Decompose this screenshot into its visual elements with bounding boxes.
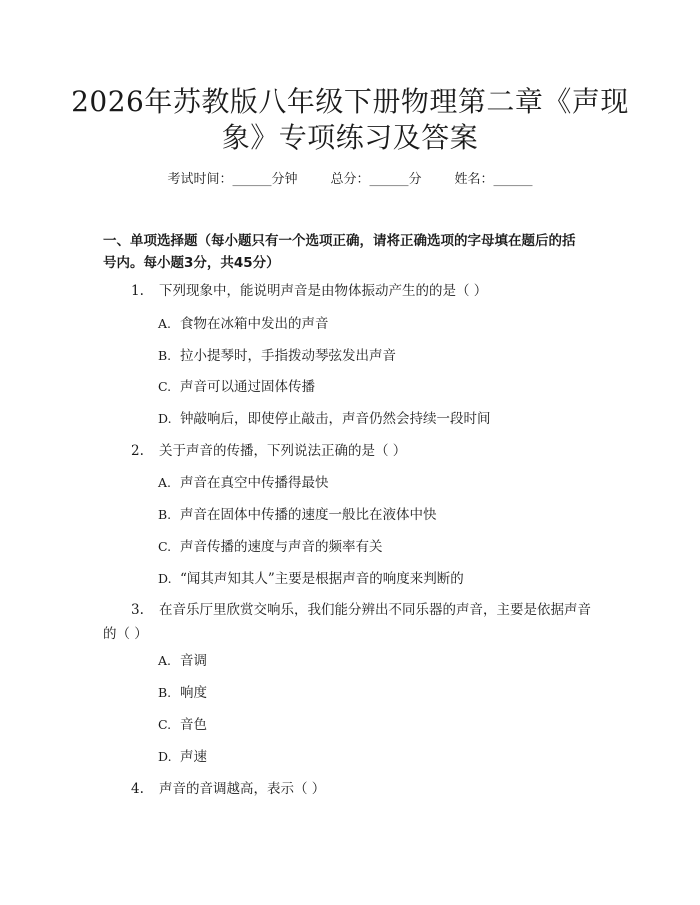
question-2 bbox=[131, 440, 406, 462]
question-number: 2. bbox=[131, 443, 144, 459]
option-text: 响度 bbox=[180, 685, 207, 701]
option-text: 拉小提琴时，手指拨动琴弦发出声音 bbox=[180, 348, 396, 364]
option-3c bbox=[158, 714, 207, 736]
option-1b bbox=[158, 345, 396, 367]
option-letter: D. bbox=[158, 411, 172, 426]
option-2a bbox=[158, 472, 329, 494]
option-text: 钟敲响后，即使停止敲击，声音仍然会持续一段时间 bbox=[180, 411, 491, 427]
option-3b bbox=[158, 682, 207, 704]
option-letter: D. bbox=[158, 749, 172, 764]
document-title-line-1: 2026年苏教版八年级下册物理第二章《声现 bbox=[71, 85, 629, 118]
option-text: 声速 bbox=[180, 749, 207, 765]
question-text: 声音的音调越高，表示（ ） bbox=[159, 781, 326, 797]
option-1c bbox=[158, 376, 315, 398]
question-number: 1. bbox=[131, 283, 144, 299]
option-letter: A. bbox=[158, 653, 172, 668]
option-2b bbox=[158, 504, 437, 526]
option-letter: B. bbox=[158, 348, 172, 363]
option-letter: C. bbox=[158, 717, 172, 732]
exam-info-line: 考试时间：______分钟 总分：______分 姓名：______ bbox=[167, 172, 533, 187]
option-letter: A. bbox=[158, 475, 172, 490]
option-letter: B. bbox=[158, 685, 172, 700]
option-2c bbox=[158, 536, 383, 558]
option-3d bbox=[158, 746, 207, 768]
option-text: 声音在真空中传播得最快 bbox=[180, 475, 329, 491]
option-1d bbox=[158, 408, 491, 430]
question-text-line-1: 在音乐厅里欣赏交响乐，我们能分辨出不同乐器的声音，主要是依据声音 bbox=[159, 602, 591, 618]
section-heading-line-2: 号内。每小题3分，共45分） bbox=[103, 255, 280, 271]
question-text: 下列现象中，能说明声音是由物体振动产生的的是（ ） bbox=[159, 283, 488, 299]
option-text: 食物在冰箱中发出的声音 bbox=[180, 316, 329, 332]
option-letter: C. bbox=[158, 539, 172, 554]
option-letter: A. bbox=[158, 316, 172, 331]
question-3-line-1 bbox=[103, 598, 613, 622]
option-text: 音色 bbox=[180, 717, 207, 733]
option-text: 音调 bbox=[180, 653, 207, 669]
option-letter: C. bbox=[158, 379, 172, 394]
option-text: 声音在固体中传播的速度一般比在液体中快 bbox=[180, 507, 437, 523]
document-title-line-2: 象》专项练习及答案 bbox=[221, 121, 479, 154]
option-letter: B. bbox=[158, 507, 172, 522]
option-text: “闻其声知其人”主要是根据声音的响度来判断的 bbox=[180, 571, 464, 587]
option-letter: D. bbox=[158, 571, 172, 586]
option-2d bbox=[158, 568, 464, 590]
question-number: 3. bbox=[131, 602, 144, 618]
option-3a bbox=[158, 650, 207, 672]
option-1a bbox=[158, 313, 329, 335]
question-1 bbox=[131, 280, 487, 302]
question-4 bbox=[131, 778, 325, 800]
question-text-line-2: 的（ ） bbox=[103, 626, 148, 642]
question-text: 关于声音的传播，下列说法正确的是（ ） bbox=[159, 443, 407, 459]
option-text: 声音传播的速度与声音的频率有关 bbox=[180, 539, 383, 555]
section-heading-line-1: 一、单项选择题（每小题只有一个选项正确，请将正确选项的字母填在题后的括 bbox=[103, 233, 576, 249]
question-number: 4. bbox=[131, 781, 144, 797]
option-text: 声音可以通过固体传播 bbox=[180, 379, 315, 395]
question-3 bbox=[103, 598, 613, 646]
